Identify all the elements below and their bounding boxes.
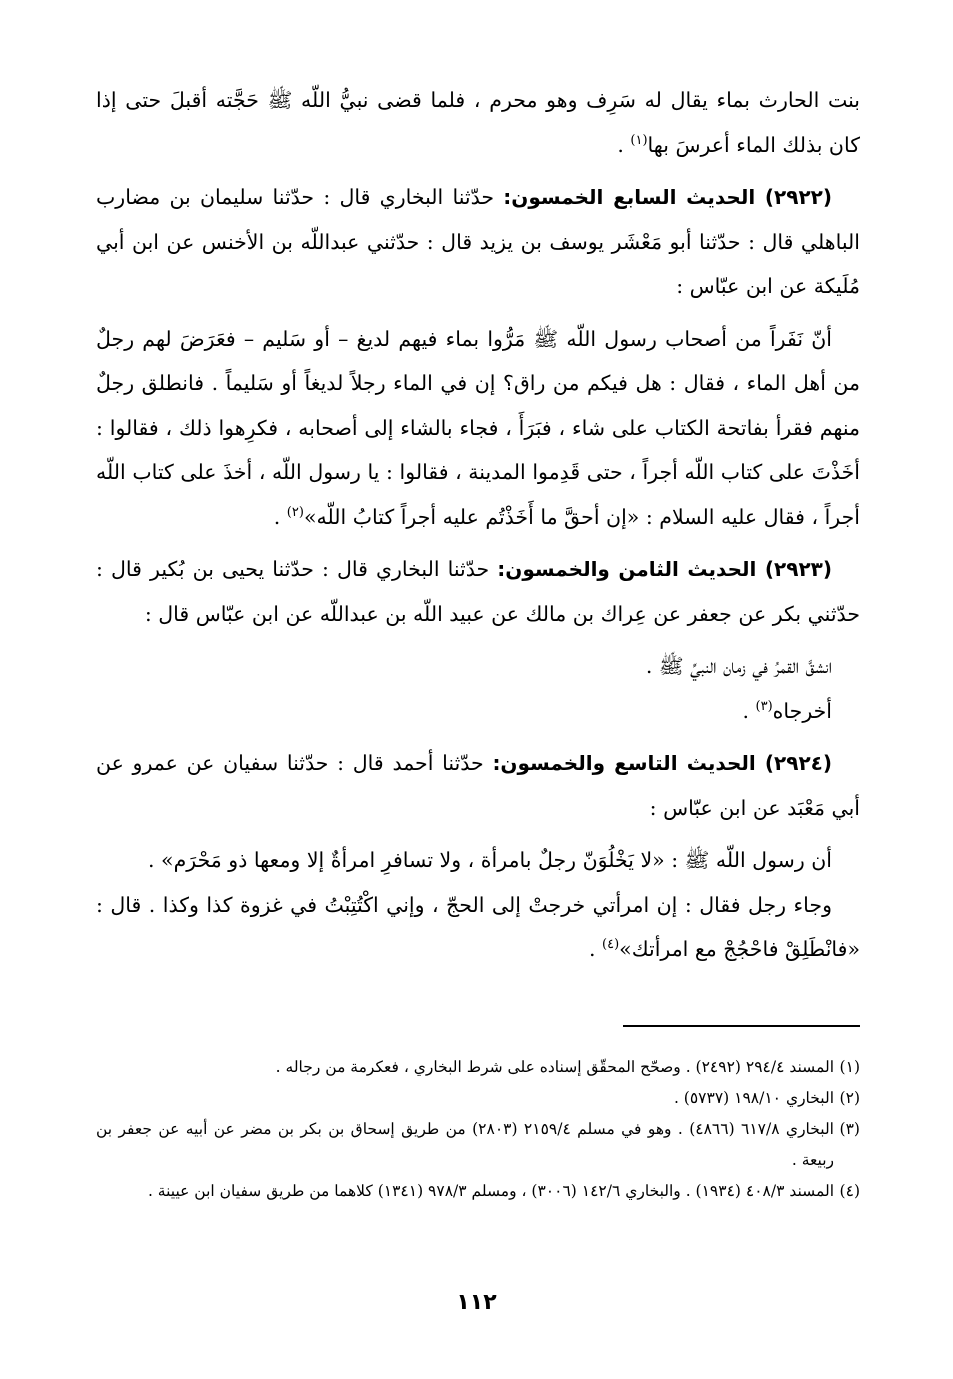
footnote-1 — [96, 1052, 860, 1083]
matn-text: أنّ نَفَراً من أصحاب رسول اللّه ﷺ مَرُّوا بماء فيهم لديغ – أو سَليم – فعَرَضَ لهم رجلٌ من أهل الماء ، فقال : هل فيكم من راق؟ إن في الماء رجلاً لديغاً أو سَليماً . فانطلق رجلٌ منهم فقرأ بفاتحة الكتاب على شاء ، فبَرَأَ ، فجاء بالشاء إلى أصحابه ، فكرِهوا ذلك ، فقالوا : أخَذْتَ على كتاب اللّه أجراً ، حتى قَدِموا المدينة ، فقالوا : يا رسول اللّه ، أخذَ على كتاب اللّه أجراً ، فقال عليه السلام : «إن أحقَّ ما أَخَذْتُم عليه أجراً كتابُ اللّه» — [96, 326, 860, 529]
footnote-text: المسند ٤٠٨/٣ (١٩٣٤) . والبخاري ١٤٢/٦ (٣٠٠٦) ، ومسلم ٩٧٨/٣ (١٣٤١) كلاهما من طريق سفيان ابن عيينة . — [147, 1182, 834, 1200]
footnotes — [96, 1052, 860, 1207]
paragraph-continuation — [96, 78, 860, 167]
matn-text: أن رسول اللّه ﷺ : «لا يَخْلُوَنّ رجلٌ بامرأة ، ولا تسافرِ امرأةٌ إلا ومعها ذو مَحْرَم» . — [148, 848, 832, 872]
takhrij-line — [96, 689, 860, 734]
page-number: ١١٢ — [456, 1290, 497, 1315]
matn-text: وجاء رجل فقال : إن امرأتي خرجتْ إلى الحجّ ، وإني اكْتُتِبْتُ في غزوة كذا وكذا . قال : «فانْطَلِقْ فاحْجُجْ مع امرأتك» — [96, 892, 860, 961]
footnote-2 — [96, 1083, 860, 1114]
matn-end: . — [273, 504, 287, 529]
takhrij-end: . — [742, 698, 756, 723]
hadith-heading: (٢٩٢٢) الحديث السابع الخمسون: — [503, 185, 832, 209]
hadith-2922 — [96, 175, 860, 309]
footnote-text: البخاري ٦١٧/٨ (٤٨٦٦) . وهو في مسلم ٢١٥٩/٤ (٢٨٠٣) من طريق إسحاق بن بكر بن مضر عن أبيه عن جعفر بن ربيعة . — [96, 1120, 834, 1169]
footnote-text: البخاري ١٩٨/١٠ (٥٧٣٧) . — [673, 1089, 834, 1107]
footnote-ref[interactable]: (٤) — [602, 937, 620, 953]
hadith-isnad: حدّثنا أحمد قال : حدّثنا سفيان عن عمرو عن أبي مَعْبَد عن ابن عبّاس : — [96, 751, 860, 820]
matn-end: . — [588, 937, 603, 961]
hadith-2924 — [96, 741, 860, 830]
footnote-ref[interactable]: (٣) — [755, 698, 773, 714]
footnote-text: المسند ٢٩٤/٤ (٢٤٩٢) . وصحّح المحقّق إسناده على شرط البخاري ، فعكرمة من رجاله . — [275, 1058, 834, 1076]
takhrij-text: أخرجاه — [772, 698, 832, 723]
footnote-number: (١) — [839, 1058, 860, 1076]
hadith-isnad: حدّثنا البخاري قال : حدّثنا سليمان بن مضارب الباهلي قال : حدّثنا أبو مَعْشَر يوسف بن يزيد قال : حدّثني عبداللّه بن الأخنس عن ابن أبي مُلَيكة عن ابن عبّاس : — [96, 185, 860, 298]
hadith-isnad: حدّثنا البخاري قال : حدّثنا يحيى بن بُكير قال : حدّثني بكر عن جعفر عن عِراك بن مالك عن عبيد اللّه بن عبداللّه عن ابن عبّاس قال : — [96, 557, 860, 626]
paragraph-end: . — [617, 132, 631, 157]
hadith-2923 — [96, 547, 860, 636]
hadith-matn — [96, 317, 860, 540]
hadith-heading: (٢٩٢٤) الحديث التاسع والخمسون: — [492, 751, 832, 775]
hadith-matn — [96, 644, 860, 689]
hadith-heading: (٢٩٢٣) الحديث الثامن والخمسون: — [497, 557, 832, 581]
footnote-ref[interactable]: (١) — [630, 132, 648, 148]
footnote-divider — [623, 1025, 860, 1027]
footnote-4 — [96, 1176, 860, 1207]
hadith-matn — [96, 838, 860, 883]
footnote-3 — [96, 1114, 860, 1176]
footnote-number: (٣) — [839, 1120, 860, 1138]
paragraph-text: بنت الحارث بماء يقال له سَرِف وهو محرم ، فلما قضى نبيُّ اللّه ﷺ حَجَّته أقبلَ حتى إذا كان بذلك الماء أعرسَ بها — [96, 88, 860, 157]
matn-text: انشقَّ القمرُ في زمان النبيِّ ﷺ . — [645, 654, 832, 678]
footnote-ref[interactable]: (٢) — [286, 504, 304, 520]
footnote-number: (٤) — [839, 1182, 860, 1200]
footnote-number: (٢) — [839, 1089, 860, 1107]
hadith-matn-continued — [96, 883, 860, 972]
